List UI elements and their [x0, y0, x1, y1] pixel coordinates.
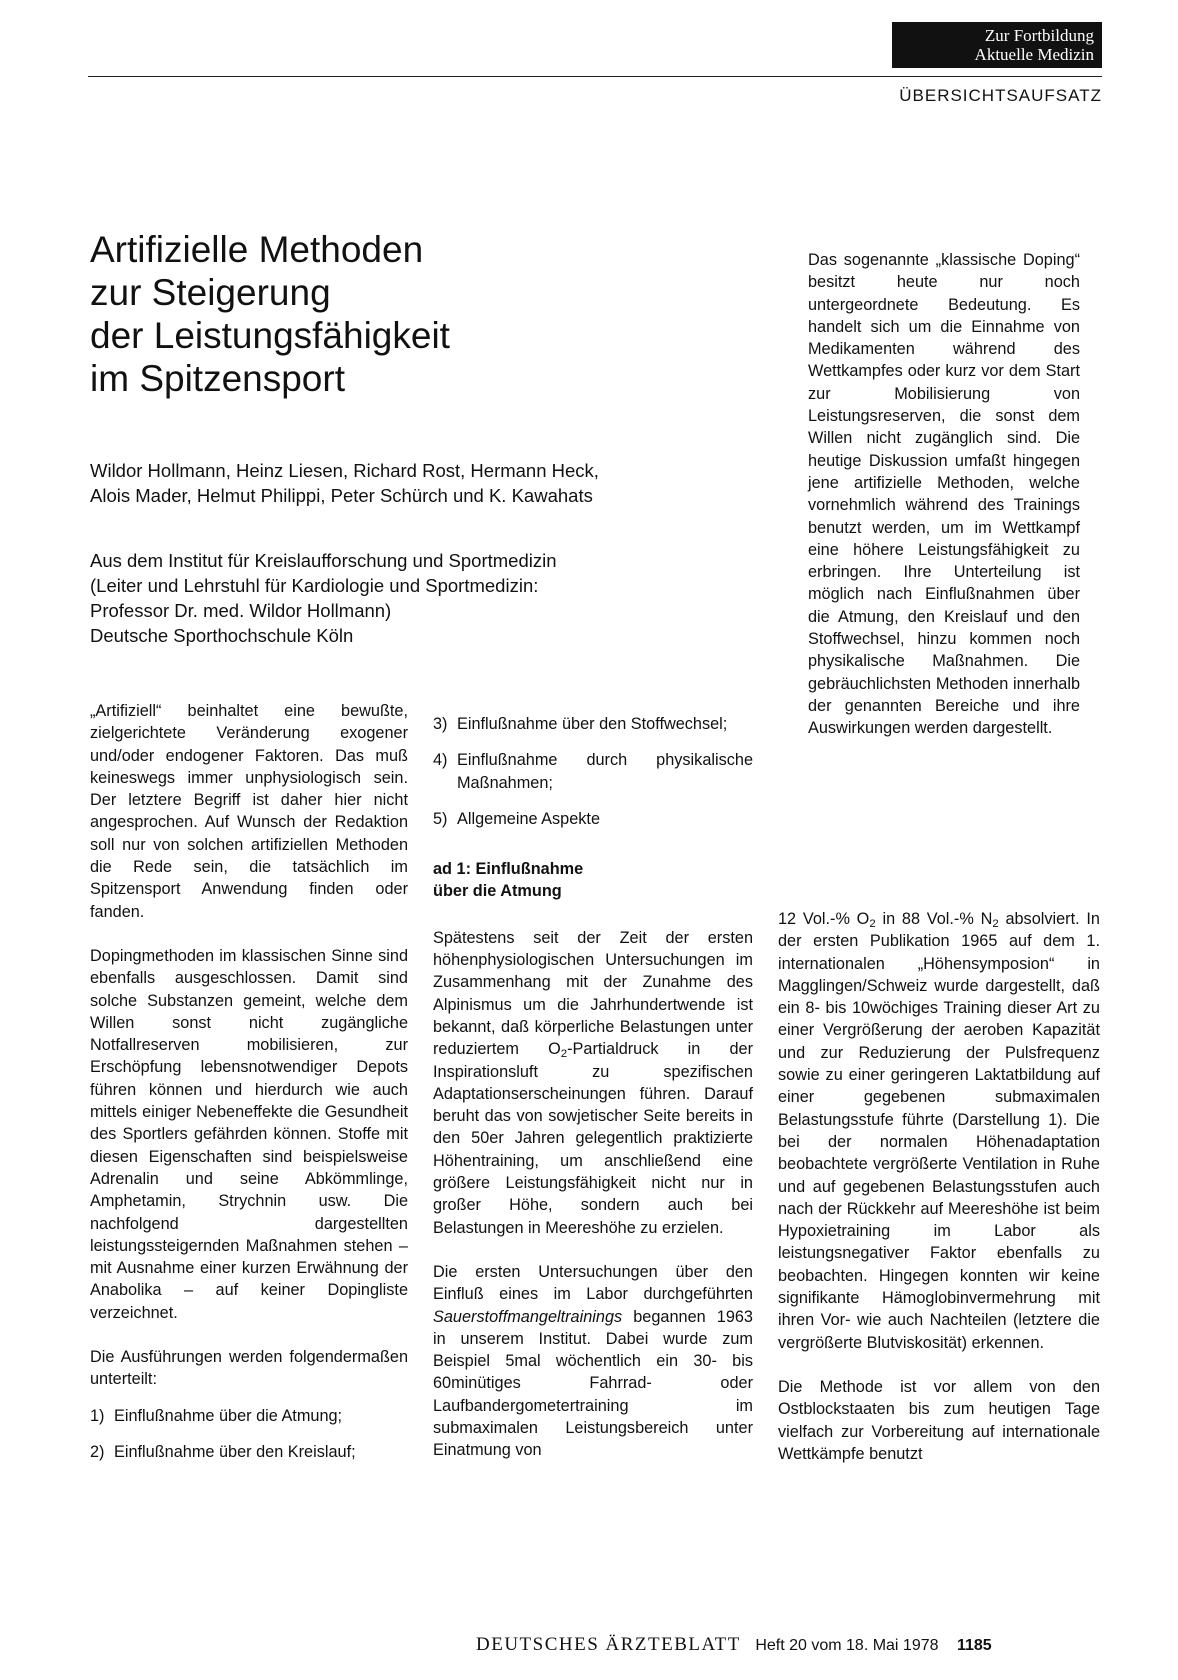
column-3 [778, 908, 1100, 1487]
list-text: Einflußnahme durch physikalische Maßnahmen; [457, 751, 753, 792]
header-rule [88, 76, 1102, 77]
journal-name: DEUTSCHES ÄRZTEBLATT [476, 1634, 741, 1655]
issue-info: Heft 20 vom 18. Mai 1978 [755, 1637, 939, 1654]
affiliation-line: Deutsche Sporthochschule Köln [90, 625, 354, 646]
abstract [808, 249, 1080, 762]
text-run: Spätestens seit der Zeit der ersten höhenphysiologischen Untersuchungen im Zusammenhang mit der Zunahme des Alpinismus um die Jahrhundertwende ist bekannt, daß körperliche Belastungen unter reduziertem O [433, 928, 753, 1059]
affiliation-line: Professor Dr. med. Wildor Hollmann) [90, 600, 392, 621]
abstract-text: Das sogenannte „klassische Doping“ besitzt heute nur noch untergeordnete Bedeutung. Es handelt sich um die Einnahme von Medikamenten während des Wettkampfes oder kurz vor dem Start zur Mobilisierung von Leistungsreserven, die sonst dem Willen nicht zugänglich sind. Die heutige Diskussion umfaßt hingegen jene artifizielle Methoden, welche vornehmlich während des Trainings benutzt werden, um im Wettkampf eine höhere Leistungsfähigkeit zu erbringen. Ihre Unterteilung ist möglich nach Einflußnahmen über die Atmung, den Kreislauf und den Stoffwechsel, hinzu kommen noch physikalische Maßnahmen. Die gebräuchlichsten Methoden innerhalb der genannten Bereiche und ihre Auswirkungen werden dargestellt. [808, 251, 1080, 738]
article-title [90, 228, 710, 400]
section-heading [433, 858, 753, 903]
title-line: zur Steigerung [90, 272, 331, 313]
list-item [433, 713, 753, 735]
text-run: begannen 1963 in unserem Institut. Dabei wurde zum Beispiel 5mal wöchentlich ein 30- bis 60minütiges Fahrrad- oder Laufbandergometertraining im submaximalen Leistungsbereich unter Einatmung von [433, 1307, 753, 1460]
paragraph [433, 1261, 753, 1462]
list-number: 5) [433, 809, 448, 828]
list-text: Einflußnahme über den Stoffwechsel; [457, 715, 728, 733]
paragraph [433, 927, 753, 1239]
title-line: der Leistungsfähigkeit [90, 315, 450, 356]
subscript: 2 [869, 918, 876, 930]
heading-line: über die Atmung [433, 882, 562, 901]
list-text: Einflußnahme über die Atmung; [114, 1406, 343, 1425]
text-run: absolviert. In der ersten Publikation 1965 auf dem 1. internationalen „Höhensymposion“ in Magglingen/Schweiz wurde dargestellt, daß ein 8- bis 10wöchiges Training dieser Art zu einer Vergrößerung der aeroben Kapazität und zur Reduzierung der Pulsfrequenz sowie zu einer geringeren Laktatbildung auf einer gegebenen submaximalen Belastungsstufe führte (Darstellung 1). Die bei der normalen Höhenadaptation beobachtete vergrößerte Ventilation in Ruhe und auf gegebenen Belastungsstufen auch nach der Rückkehr auf Meereshöhe ist beim Hypoxietraining im Labor als leistungsnegativer Faktor ebenfalls zu beobachten. Hingegen konnten wir keine signifikante Hämoglobinvermehrung mit ihren Vor- wie auch Nachteilen (letztere die vergrößerte Blutviskosität) erkennen. [778, 910, 1100, 1352]
emphasis: Sauerstoffmangeltrainings [433, 1307, 623, 1326]
list-number: 1) [90, 1406, 105, 1425]
paragraph: Dopingmethoden im klassischen Sinne sind ebenfalls ausgeschlossen. Damit sind solche Substanzen gemeint, welche dem Willen sonst nicht zugängliche Notfallreserven mobilisieren, zur Erschöpfung lebensnotwendiger Depots führen können und hierdurch wie auch mittels einiger Nebeneffekte die Gesundheit des Sportlers gefährden können. Stoffe mit diesen Eigenschaften sind beispielsweise Adrenalin und seine Abkömmlinge, Amphetamin, Strychnin usw. Die nachfolgend dargestellten leistungssteigernden Maßnahmen stehen – mit Ausnahme einer kurzen Erwähnung der Anabolika – auf keiner Dopingliste verzeichnet. [90, 946, 408, 1322]
page-number: 1185 [956, 1637, 992, 1654]
affiliation-line: (Leiter und Lehrstuhl für Kardiologie und Sportmedizin: [90, 575, 539, 596]
text-run: 12 Vol.-% O [778, 910, 870, 928]
author-line: Alois Mader, Helmut Philippi, Peter Schürch und K. Kawahats [90, 485, 593, 506]
list-text: Allgemeine Aspekte [457, 809, 601, 828]
list-text: Einflußnahme über den Kreislauf; [114, 1442, 356, 1461]
rubric-badge [892, 22, 1102, 68]
list-number: 2) [90, 1442, 105, 1461]
subscript: 2 [992, 918, 999, 930]
column-2 [433, 713, 753, 1484]
paragraph: Die Methode ist vor allem von den Ostblockstaaten bis zum heutigen Tage vielfach zur Vorbereitung auf internationale Wettkämpfe benutzt [778, 1377, 1100, 1463]
subscript: 2 [560, 1048, 568, 1061]
list-item [433, 749, 753, 794]
heading-line: ad 1: Einflußnahme [433, 860, 584, 879]
paragraph: „Artifiziell“ beinhaltet eine bewußte, zielgerichtete Veränderung exogener und/oder endogener Faktoren. Das muß keineswegs immer unphysiologisch sein. Der letztere Begriff ist daher hier nicht angesprochen. Auf Wunsch der Redaktion soll nur von solchen artifiziellen Methoden die Rede sein, die tatsächlich im Spitzensport Anwendung finden oder fanden. [90, 702, 408, 921]
affiliation-line: Aus dem Institut für Kreislaufforschung und Sportmedizin [90, 550, 557, 571]
list-item [90, 1441, 408, 1463]
page-footer [476, 1634, 992, 1656]
list-number: 4) [433, 751, 448, 770]
text-run: Die ersten Untersuchungen über den Einfluß eines im Labor durchgeführten [433, 1262, 753, 1304]
author-line: Wildor Hollmann, Heinz Liesen, Richard Rost, Hermann Heck, [90, 460, 599, 481]
text-run: in 88 Vol.-% N [875, 910, 993, 928]
title-line: Artifizielle Methoden [90, 229, 424, 270]
affiliation [90, 548, 730, 648]
section-label: ÜBERSICHTSAUFSATZ [899, 86, 1102, 105]
list-number: 3) [433, 715, 448, 733]
text-run: -Partialdruck in der Inspirationsluft zu spezifischen Adaptationserscheinungen führen. Darauf beruht das von sowjetischer Seite bereits in den 50er Jahren gelegentlich praktizierte Höhentraining, um anschließend eine größere Leistungsfähigkeit nicht nur in großer Höhe, sondern auch bei Belastungen in Meereshöhe zu erzielen. [433, 1040, 753, 1237]
list-item [433, 808, 753, 830]
paragraph: Die Ausführungen werden folgendermaßen unterteilt: [90, 1348, 408, 1389]
list-item [90, 1405, 408, 1427]
column-1 [90, 700, 408, 1477]
rubric-line-2: Aktuelle Medizin [974, 45, 1094, 64]
paragraph [778, 908, 1100, 1354]
author-list [90, 458, 730, 508]
rubric-line-1: Zur Fortbildung [984, 26, 1094, 45]
title-line: im Spitzensport [90, 358, 345, 399]
